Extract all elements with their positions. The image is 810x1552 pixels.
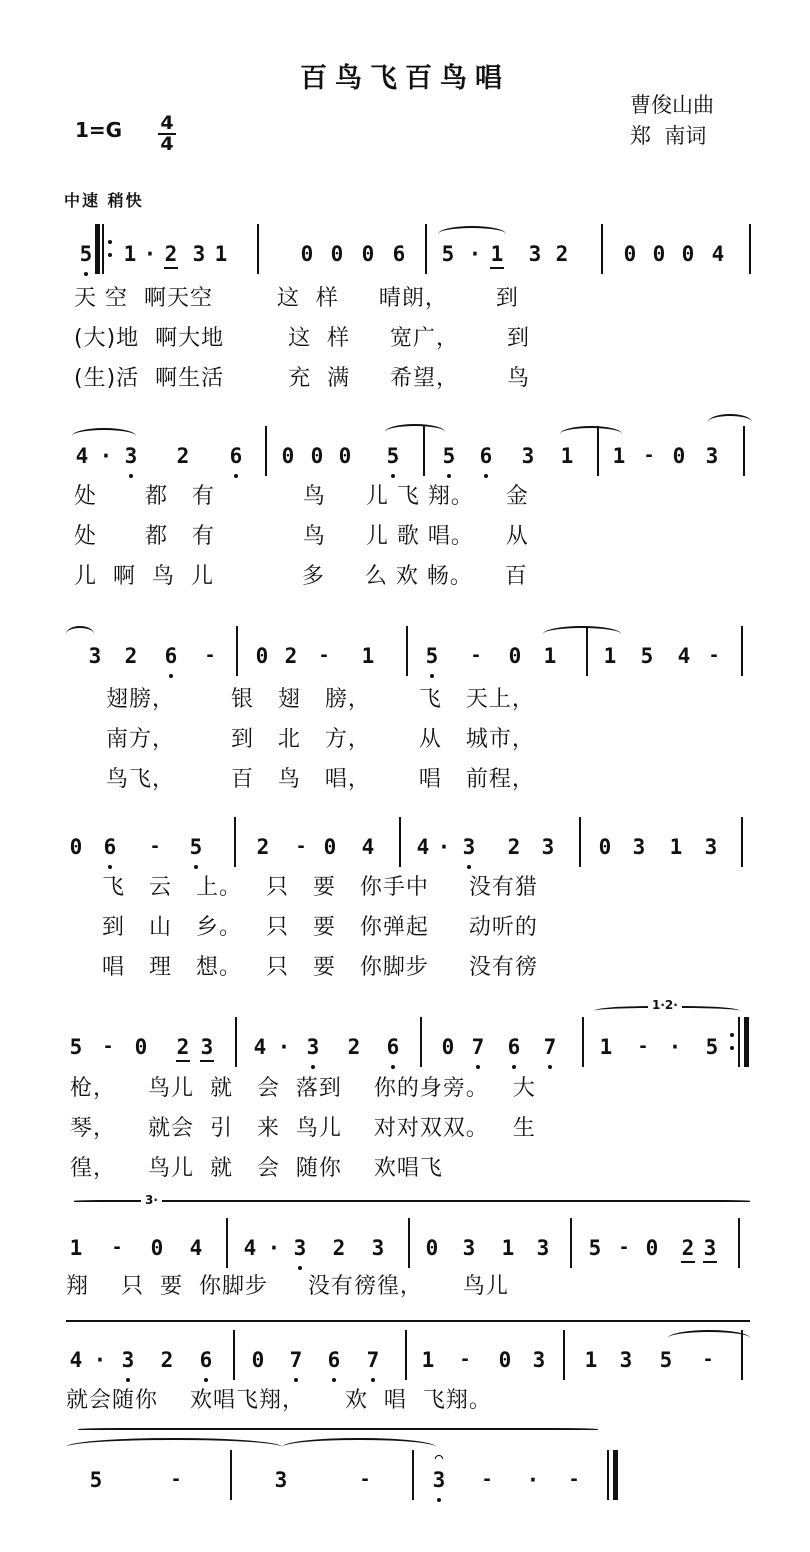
note: 6: [103, 835, 117, 859]
note: 2: [284, 644, 298, 668]
note: -: [149, 836, 161, 857]
lyric-line-verse-3: 鸟飞， 百 鸟 唱， 唱 前程，: [106, 767, 535, 792]
note: 3: [536, 1236, 550, 1260]
notes-line: [0, 1450, 810, 1504]
barline: [570, 1218, 572, 1268]
note: 0: [361, 242, 375, 266]
lyric-line-verse-3: 就会随你 欢唱飞翔， 欢 唱 飞翔。: [66, 1388, 492, 1413]
note: -: [459, 1349, 471, 1370]
note: 4: [361, 835, 375, 859]
barline: [408, 1218, 410, 1268]
note: 0: [255, 644, 269, 668]
lyric-line-verse-2: 处 都 有 鸟 儿 歌 唱。 从: [74, 524, 529, 549]
note: 3: [521, 444, 535, 468]
note: 1: [599, 1035, 613, 1059]
note: 1: [560, 444, 574, 468]
note: ·: [468, 242, 482, 266]
slur: [543, 626, 621, 642]
credits: [630, 90, 714, 152]
barline: [597, 426, 599, 476]
note: 2: [160, 1348, 174, 1372]
barline: [265, 426, 267, 476]
note: 0: [330, 242, 344, 266]
barline: [425, 224, 427, 274]
lyric-line-verse-1: 处 都 有 鸟 儿 飞 翔。 金: [74, 484, 529, 509]
note: 1: [490, 242, 504, 266]
time-signature: [156, 114, 178, 154]
note: 3: [528, 242, 542, 266]
note: 0: [441, 1035, 455, 1059]
note: 5: [640, 644, 654, 668]
notes-line: [0, 831, 810, 871]
slur: [708, 414, 752, 430]
note: 6: [386, 1035, 400, 1059]
note: 0: [323, 835, 337, 859]
note: 5: [442, 444, 456, 468]
barline: [257, 224, 259, 274]
note: 5: [189, 835, 203, 859]
note: 2: [164, 242, 178, 266]
note: 1: [123, 242, 137, 266]
note: 1: [69, 1236, 83, 1260]
note: 0: [508, 644, 522, 668]
barline: [738, 1017, 740, 1067]
note: 3: [432, 1468, 446, 1492]
note: 2: [507, 835, 521, 859]
note: 4: [243, 1236, 257, 1260]
note: 3: [88, 644, 102, 668]
lyric-line-verse-2: 琴， 就会 引 来 鸟儿 对对双双。 生: [70, 1116, 536, 1141]
notes-line: [0, 238, 810, 278]
note: 3: [274, 1468, 288, 1492]
note: 3: [371, 1236, 385, 1260]
composer-credit: 曹俊山曲: [630, 93, 714, 117]
note: -: [318, 645, 330, 666]
note: 6: [479, 444, 493, 468]
note: 2: [332, 1236, 346, 1260]
note: ·: [143, 242, 157, 266]
note: 1: [501, 1236, 515, 1260]
note: 0: [338, 444, 352, 468]
lyric-line-verse-3: 徨， 鸟儿 就 会 随你 欢唱飞: [70, 1156, 443, 1181]
note: -: [359, 1469, 371, 1490]
note: ·: [437, 835, 451, 859]
note: 0: [681, 242, 695, 266]
note: 3: [293, 1236, 307, 1260]
note: ·: [99, 444, 113, 468]
barline: [95, 224, 100, 274]
note: 0: [300, 242, 314, 266]
barline: [233, 1330, 235, 1380]
note: 2: [256, 835, 270, 859]
slur: [385, 424, 445, 440]
note: ·: [668, 1035, 682, 1059]
note: 3: [121, 1348, 135, 1372]
note: 7: [543, 1035, 557, 1059]
notes-line: [0, 640, 810, 680]
note: 3: [703, 1236, 717, 1260]
slur: [78, 1428, 598, 1444]
note: 7: [471, 1035, 485, 1059]
note: 0: [645, 1236, 659, 1260]
note: 3: [532, 1348, 546, 1372]
note: 3: [541, 835, 555, 859]
note: -: [702, 1349, 714, 1370]
lyric-line-verse-3: 儿 啊 鸟 儿 多 么 欢 畅。 百: [74, 564, 528, 589]
volta-label: 1·2·: [648, 998, 682, 1012]
slur: [66, 626, 94, 642]
repeat-sign: [108, 236, 112, 266]
note: -: [295, 836, 307, 857]
note: -: [481, 1469, 493, 1490]
note: -: [204, 645, 216, 666]
note: ·: [526, 1468, 540, 1492]
fermata-icon: ⌒: [434, 1450, 444, 1466]
note: 2: [681, 1236, 695, 1260]
note: 1: [584, 1348, 598, 1372]
note: 6: [327, 1348, 341, 1372]
slur: [668, 1330, 750, 1346]
note: 1: [612, 444, 626, 468]
note: 3: [619, 1348, 633, 1372]
song-title: 百鸟飞百鸟唱: [300, 63, 510, 94]
slur: [438, 226, 506, 242]
barline: [226, 1218, 228, 1268]
note: 0: [310, 444, 324, 468]
note: 1: [603, 644, 617, 668]
lyric-line-verse-1: 枪， 鸟儿 就 会 落到 你的身旁。 大: [70, 1076, 536, 1101]
lyric-line-verse-3: (生)活 啊生活 充 满 希望， 鸟: [74, 366, 531, 391]
note: -: [170, 1469, 182, 1490]
note: 0: [425, 1236, 439, 1260]
note: 2: [176, 444, 190, 468]
lyric-line-verse-1: 翅膀， 银 翅 膀， 飞 天上，: [106, 687, 535, 712]
note: 0: [150, 1236, 164, 1260]
volta-bracket: [74, 1200, 750, 1212]
note: -: [568, 1469, 580, 1490]
slur: [560, 426, 622, 442]
note: -: [637, 1036, 649, 1057]
note: -: [643, 445, 655, 466]
slur: [72, 428, 136, 444]
lyric-line-verse-3: 唱 理 想。 只 要 你脚步 没有徬: [102, 955, 538, 980]
note: -: [102, 1036, 114, 1057]
notes-line: [0, 1031, 810, 1071]
note: 3: [704, 835, 718, 859]
lyric-line-verse-2: 南方， 到 北 方， 从 城市，: [106, 727, 535, 752]
note: 3: [705, 444, 719, 468]
note: 7: [366, 1348, 380, 1372]
barline: [744, 1017, 749, 1067]
note: 3: [192, 242, 206, 266]
note: ·: [93, 1348, 107, 1372]
note: 4: [69, 1348, 83, 1372]
note: 1: [361, 644, 375, 668]
note: ·: [277, 1035, 291, 1059]
note: 5: [588, 1236, 602, 1260]
note: 5: [79, 242, 93, 266]
note: 2: [555, 242, 569, 266]
note: -: [708, 645, 720, 666]
note: 0: [652, 242, 666, 266]
note: 4: [75, 444, 89, 468]
barline: [738, 1218, 740, 1268]
barline: [234, 817, 236, 867]
note: 1: [214, 242, 228, 266]
key-signature: 1=G: [75, 118, 123, 142]
note: 0: [134, 1035, 148, 1059]
note: -: [470, 645, 482, 666]
barline: [405, 1330, 407, 1380]
barline: [412, 1450, 414, 1500]
lyric-line-verse-2: (大)地 啊大地 这 样 宽广， 到: [74, 326, 531, 351]
tempo-marking: 中速 稍快: [64, 191, 144, 210]
barline: [586, 626, 588, 676]
barline: [743, 426, 745, 476]
note: 1: [421, 1348, 435, 1372]
barline: [236, 626, 238, 676]
time-signature-top: 4: [160, 112, 174, 134]
note: 4: [253, 1035, 267, 1059]
note: 3: [306, 1035, 320, 1059]
note: 6: [392, 242, 406, 266]
barline: [749, 224, 751, 274]
lyricist-credit: 郑 南词: [630, 124, 707, 148]
note: 0: [623, 242, 637, 266]
barline: [741, 817, 743, 867]
barline: [613, 1450, 618, 1500]
barline: [406, 626, 408, 676]
barline: [235, 1017, 237, 1067]
barline: [607, 1450, 609, 1500]
note: 6: [507, 1035, 521, 1059]
barline: [741, 626, 743, 676]
note: 5: [705, 1035, 719, 1059]
note: 0: [69, 835, 83, 859]
note: 0: [251, 1348, 265, 1372]
barline: [563, 1330, 565, 1380]
note: 4: [189, 1236, 203, 1260]
barline: [741, 1330, 743, 1380]
barline: [230, 1450, 232, 1500]
note: 4: [416, 835, 430, 859]
note: 0: [598, 835, 612, 859]
separator-rule: [66, 1320, 750, 1322]
note: 1: [669, 835, 683, 859]
lyric-line-verse-3: 翔 只 要 你脚步 没有徬徨， 鸟儿: [66, 1274, 509, 1299]
note: 3: [124, 444, 138, 468]
volta-label: 3·: [141, 1193, 162, 1207]
note: 5: [441, 242, 455, 266]
lyric-line-verse-1: 天 空 啊天空 这 样 晴朗， 到: [74, 286, 519, 311]
note: 0: [281, 444, 295, 468]
notes-line: [0, 440, 810, 480]
note: 6: [229, 444, 243, 468]
note: 2: [124, 644, 138, 668]
note: -: [111, 1237, 123, 1258]
note: 0: [672, 444, 686, 468]
barline: [582, 1017, 584, 1067]
note: 6: [164, 644, 178, 668]
barline: [399, 817, 401, 867]
note: 3: [462, 835, 476, 859]
note: 5: [425, 644, 439, 668]
lyric-line-verse-1: 飞 云 上。 只 要 你手中 没有猎: [102, 875, 538, 900]
barline: [579, 817, 581, 867]
note: 5: [386, 444, 400, 468]
note: 0: [498, 1348, 512, 1372]
notes-line: [0, 1344, 810, 1384]
notes-line: [0, 1232, 810, 1272]
barline: [102, 224, 104, 274]
note: 2: [176, 1035, 190, 1059]
note: 5: [89, 1468, 103, 1492]
time-signature-bottom: 4: [160, 133, 174, 155]
note: 3: [632, 835, 646, 859]
barline: [601, 224, 603, 274]
note: -: [618, 1237, 630, 1258]
note: 5: [659, 1348, 673, 1372]
note: 4: [711, 242, 725, 266]
note: 5: [69, 1035, 83, 1059]
note: 3: [200, 1035, 214, 1059]
note: 4: [677, 644, 691, 668]
note: 7: [289, 1348, 303, 1372]
note: 6: [199, 1348, 213, 1372]
barline: [420, 1017, 422, 1067]
note: 1: [543, 644, 557, 668]
note: 3: [462, 1236, 476, 1260]
lyric-line-verse-2: 到 山 乡。 只 要 你弹起 动听的: [102, 915, 538, 940]
note: ·: [267, 1236, 281, 1260]
repeat-sign: [730, 1029, 734, 1059]
note: 2: [347, 1035, 361, 1059]
